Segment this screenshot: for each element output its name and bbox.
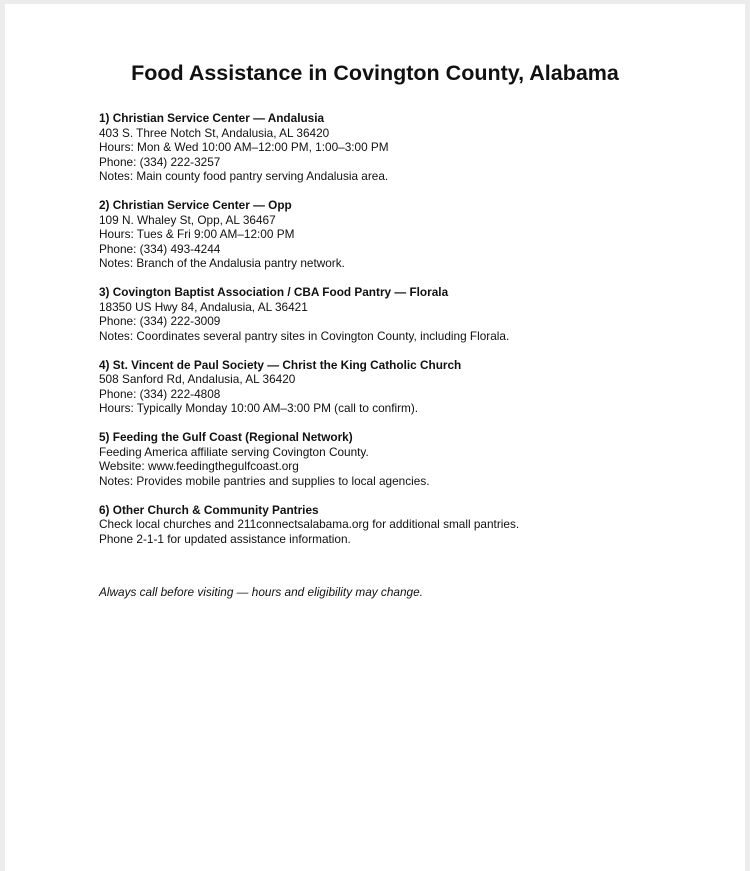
footer-note: Always call before visiting — hours and eligibility may change. [99,585,423,599]
section-line: 109 N. Whaley St, Opp, AL 36467 [99,212,276,227]
resource-list [99,111,699,561]
section-heading: 5) Feeding the Gulf Coast (Regional Network) [99,430,353,444]
section-line: 508 Sanford Rd, Andalusia, AL 36420 [99,372,296,386]
section-line: Hours: Typically Monday 10:00 AM–3:00 PM (call to confirm). [99,401,419,415]
resource-section [99,111,699,184]
section-heading: 3) Covington Baptist Association / CBA Food Pantry — Florala [99,285,449,299]
section-heading: 4) St. Vincent de Paul Society — Christ the King Catholic Church [99,357,462,372]
section-line: Feeding America affiliate serving Covington County. [99,444,369,459]
section-line: Website: www.feedingthegulfcoast.org [99,459,299,473]
resource-section [99,285,699,343]
section-line: Phone: (334) 493-4244 [99,241,221,256]
section-heading: 6) Other Church & Community Pantries [99,502,319,517]
section-line: Phone: (334) 222-3257 [99,154,221,169]
resource-section [99,430,699,488]
section-heading: 2) Christian Service Center — Opp [99,198,292,212]
section-line: Hours: Tues & Fri 9:00 AM–12:00 PM [99,227,295,241]
section-line: Hours: Mon & Wed 10:00 AM–12:00 PM, 1:00–3:00 PM [99,140,389,154]
resource-section [99,198,699,271]
section-line: Notes: Provides mobile pantries and supplies to local agencies. [99,473,430,488]
section-line: Notes: Branch of the Andalusia pantry network. [99,256,345,270]
resource-section [99,358,699,416]
section-line: Phone 2-1-1 for updated assistance information. [99,531,351,546]
section-line: Notes: Main county food pantry serving Andalusia area. [99,169,389,183]
document-page [5,4,745,871]
resource-section [99,503,699,547]
section-line: Notes: Coordinates several pantry sites in Covington County, including Florala. [99,328,510,343]
section-line: 403 S. Three Notch St, Andalusia, AL 36420 [99,125,330,140]
section-line: 18350 US Hwy 84, Andalusia, AL 36421 [99,299,308,314]
section-line: Check local churches and 211connectsalabama.org for additional small pantries. [99,517,520,531]
page-title: Food Assistance in Covington County, Alabama [131,61,619,85]
section-heading: 1) Christian Service Center — Andalusia [99,111,325,125]
section-line: Phone: (334) 222-4808 [99,386,221,401]
section-line: Phone: (334) 222-3009 [99,314,221,328]
